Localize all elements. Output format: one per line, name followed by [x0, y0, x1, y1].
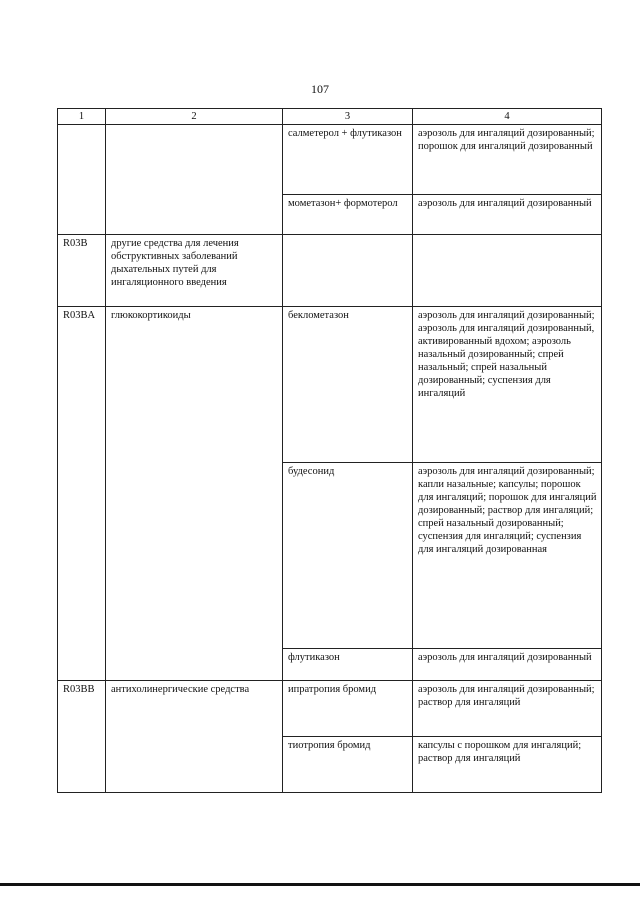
drug-cell: беклометазон [283, 307, 413, 463]
code-cell [58, 125, 106, 235]
table-row [58, 681, 602, 737]
group-cell [106, 125, 283, 235]
forms-cell: аэрозоль для ингаляций дозированный; капли назальные; капсулы; порошок для ингаляций; порошок для ингаляций дозированный; раствор для ингаляций; спрей назальный дозированный; суспензия для ингаляций; суспензия для ингаляций дозированная [413, 463, 602, 649]
table-row [58, 125, 602, 195]
drug-cell: тиотропия бромид [283, 737, 413, 793]
group-cell: антихолинергические средства [106, 681, 283, 793]
forms-cell: аэрозоль для ингаляций дозированный; аэрозоль для ингаляций дозированный, активированный вдохом; аэрозоль назальный дозированный; спрей назальный; спрей назальный дозированный; суспензия для ингаляций [413, 307, 602, 463]
header-col-1: 1 [58, 109, 106, 125]
forms-cell [413, 235, 602, 307]
drug-cell: флутиказон [283, 649, 413, 681]
drug-cell [283, 235, 413, 307]
header-col-4: 4 [413, 109, 602, 125]
code-cell: R03B [58, 235, 106, 307]
table-header-row [58, 109, 602, 125]
forms-cell: аэрозоль для ингаляций дозированный; раствор для ингаляций [413, 681, 602, 737]
drug-cell: будесонид [283, 463, 413, 649]
code-cell: R03BA [58, 307, 106, 681]
group-cell: другие средства для лечения обструктивных заболеваний дыхательных путей для ингаляционного введения [106, 235, 283, 307]
code-cell: R03BB [58, 681, 106, 793]
forms-cell: капсулы с порошком для ингаляций; раствор для ингаляций [413, 737, 602, 793]
header-col-3: 3 [283, 109, 413, 125]
table-row [58, 235, 602, 307]
drug-cell: ипратропия бромид [283, 681, 413, 737]
header-col-2: 2 [106, 109, 283, 125]
drug-cell: салметерол + флутиказон [283, 125, 413, 195]
bottom-rule [0, 883, 640, 886]
drug-table [57, 108, 602, 793]
forms-cell: аэрозоль для ингаляций дозированный; порошок для ингаляций дозированный [413, 125, 602, 195]
drug-cell: мометазон+ формотерол [283, 195, 413, 235]
table-row [58, 307, 602, 463]
forms-cell: аэрозоль для ингаляций дозированный [413, 195, 602, 235]
page-number: 107 [311, 82, 329, 96]
forms-cell: аэрозоль для ингаляций дозированный [413, 649, 602, 681]
group-cell: глюкокортикоиды [106, 307, 283, 681]
